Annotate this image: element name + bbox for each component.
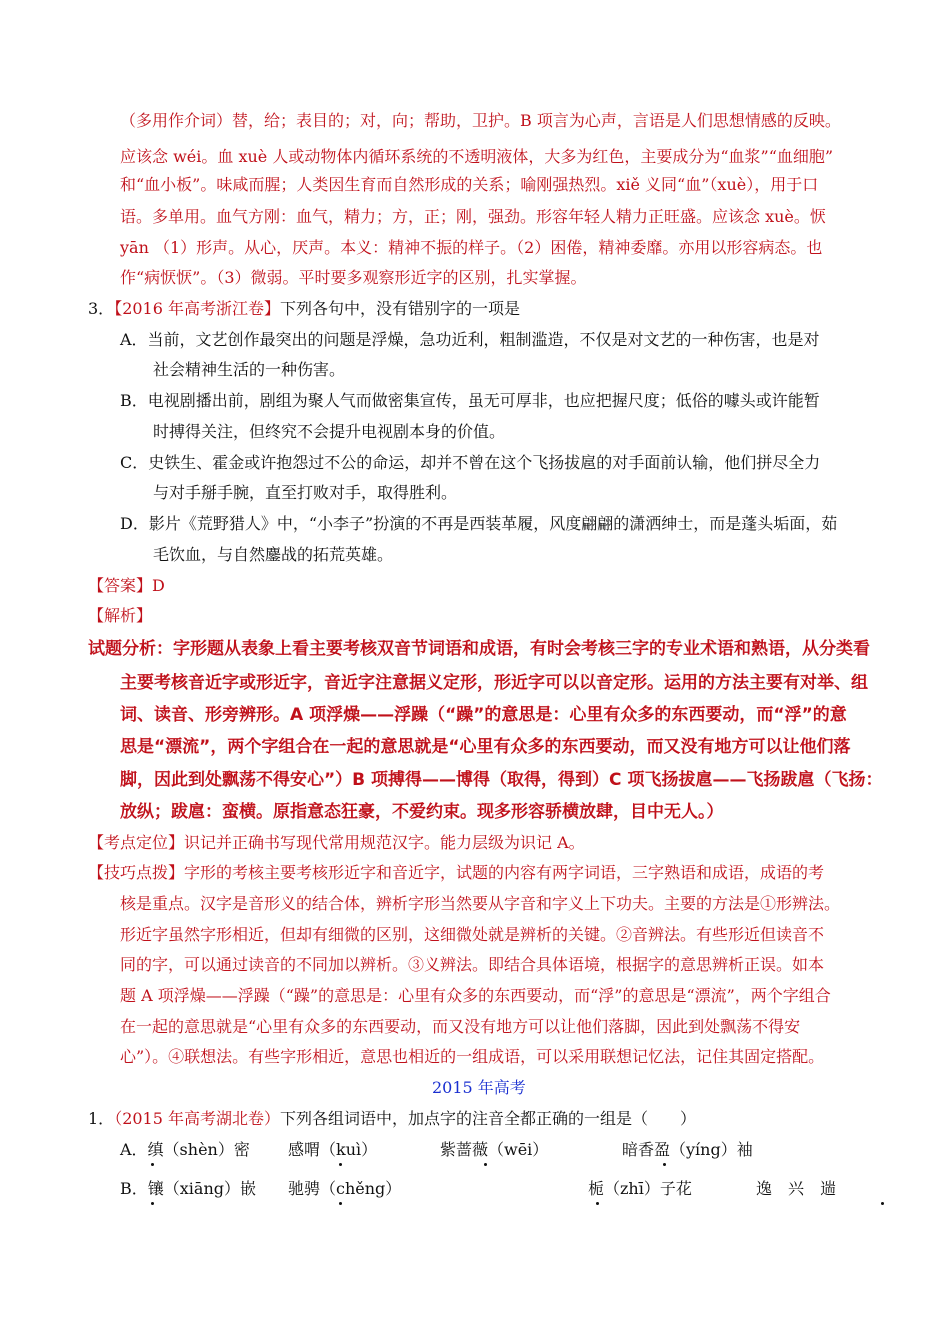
- option-d-line-2: 毛饮血，与自然鏖战的拓荒英雄。: [153, 545, 394, 564]
- explanation-line-1: （多用作介词）替，给；表目的；对，向；帮助，卫护。B 项言为心声，言语是人们思想情感的反映。: [120, 111, 841, 130]
- emphasis-dot: [663, 1163, 666, 1166]
- option-a1-text: A．缜（shèn）密: [120, 1140, 250, 1159]
- question-1-number: 1．: [88, 1109, 115, 1128]
- option-a-line-1: A．当前，文艺创作最突出的问题是浮燥，急功近利，粗制滥造，不仅是对文艺的一种伤害，也是对: [120, 330, 820, 349]
- jiqiao-line-4: 同的字，可以通过读音的不同加以辨析。③义辨法。即结合具体语境，根据字的意思辨析正误。如本: [120, 955, 825, 974]
- option-row-a-item-4: 暗香盈（yíng）袖: [622, 1140, 753, 1159]
- question-source: 【2016 年高考浙江卷】: [114, 299, 280, 318]
- question-1-source: （2015 年高考湖北卷）: [114, 1109, 280, 1128]
- jiqiao-line-5: 题 A 项浮燥——浮躁（“躁”的意思是：心里有众多的东西要动，而“浮”的意思是“漂流”，两个字组合: [120, 986, 831, 1005]
- explanation-line-4: 语。多单用。血气方刚：血气，精力；方，正；刚，强劲。形容年轻人精力正旺盛。应该念 xuè。恹: [120, 207, 826, 226]
- question-1-header: [88, 1108, 696, 1130]
- jiqiao-row: [88, 862, 824, 884]
- kaodian-text: 识记并正确书写现代常用规范汉字。能力层级为识记 A。: [184, 833, 585, 852]
- jiqiao-line-2: 核是重点。汉字是音形义的结合体，辨析字形当然要从字音和字义上下功夫。主要的方法是①形辨法。: [120, 894, 841, 913]
- answer-value: D: [152, 576, 165, 595]
- analysis-line-3: 词、读音、形旁辨形。A 项浮燥——浮躁（“躁”的意思是：心里有众多的东西要动，而“浮”的意: [120, 705, 847, 725]
- emphasis-dot: [596, 1202, 599, 1205]
- jiqiao-line-7: 心”）。④联想法。有些字形相近，意思也相近的一组成语，可以采用联想记忆法，记住其固定搭配。: [120, 1047, 825, 1066]
- analysis-label: 【解析】: [88, 606, 153, 625]
- option-a-line-2: 社会精神生活的一种伤害。: [153, 360, 346, 379]
- question-3-header: [88, 298, 520, 320]
- emphasis-dot: [339, 1202, 342, 1205]
- kaodian-row: [88, 832, 585, 854]
- jiqiao-line-3: 形近字虽然字形相近，但却有细微的区别，这细微处就是辨析的关键。②音辨法。有些形近但读音不: [120, 925, 825, 944]
- answer-row: [88, 575, 165, 597]
- question-number: 3．: [88, 299, 115, 318]
- emphasis-dot: [484, 1163, 487, 1166]
- emphasis-dot: [881, 1202, 884, 1205]
- option-c-line-2: 与对手掰手腕，直至打败对手，取得胜利。: [153, 483, 458, 502]
- kaodian-label: 【考点定位】: [88, 833, 185, 852]
- option-row-a-item-1: [120, 1139, 250, 1161]
- option-row-a-item-2: 感喟（kuì）: [288, 1140, 378, 1159]
- jiqiao-line-6: 在一起的意思就是“心里有众多的东西要动，而又没有地方可以让他们落脚，因此到处飘荡不得安: [120, 1017, 801, 1036]
- explanation-line-5: yān （1）形声。从心，厌声。本义：精神不振的样子。（2）困倦，精神委靡。亦用以形容病态。也: [120, 238, 823, 257]
- option-d-line-1: D．影片《荒野猎人》中，“小李子”扮演的不再是西装革履，风度翩翩的潇洒绅士，而是蓬头垢面，茹: [120, 514, 838, 533]
- jiqiao-label: 【技巧点拨】: [88, 863, 185, 882]
- option-row-b-item-1: B．镶（xiāng）嵌: [120, 1179, 256, 1198]
- question-stem: 下列各句中，没有错别字的一项是: [280, 299, 521, 318]
- analysis-line-1: 试题分析：字形题从表象上看主要考核双音节词语和成语，有时会考核三字的专业术语和熟语，从分类看: [88, 639, 870, 659]
- answer-label: 【答案】: [88, 576, 153, 595]
- explanation-line-2: 应该念 wéi。血 xuè 人或动物体内循环系统的不透明液体，大多为红色，主要成分为“血浆”“血细胞”: [120, 147, 834, 166]
- option-b-line-1: B．电视剧播出前，剧组为聚人气而做密集宣传，虽无可厚非，也应把握尺度；低俗的噱头或许能暂: [120, 391, 820, 410]
- emphasis-dot: [151, 1202, 154, 1205]
- question-1-stem: 下列各组词语中，加点字的注音全都正确的一组是（ ）: [280, 1109, 697, 1128]
- option-row-b-item-2: 驰骋（chěng）: [288, 1179, 402, 1198]
- option-b-line-2: 时搏得关注，但终究不会提升电视剧本身的价值。: [153, 422, 506, 441]
- analysis-line-4: 思是“漂流”，两个字组合在一起的意思就是“心里有众多的东西要动，而又没有地方可以让他们落: [120, 737, 851, 757]
- emphasis-dot: [151, 1163, 154, 1166]
- analysis-line-6: 放纵；跋扈：蛮横。原指意态狂豪，不爱约束。现多形容骄横放肆，目中无人。）: [120, 802, 724, 822]
- jiqiao-first-line: 字形的考核主要考核形近字和音近字，试题的内容有两字词语，三字熟语和成语，成语的考: [184, 863, 825, 882]
- section-heading-2015: 2015 年高考: [432, 1078, 526, 1097]
- analysis-line-5: 脚，因此到处飘荡不得安心”）B 项搏得——博得（取得，得到）C 项飞扬拔扈——飞扬跋扈（飞扬：: [120, 770, 883, 790]
- option-row-b-item-3: 栀（zhī）子花: [588, 1179, 692, 1198]
- option-row-b-item-4: 逸 兴 遄: [756, 1179, 837, 1198]
- analysis-line-2: 主要考核音近字或形近字，音近字注意据义定形，形近字可以以音定形。运用的方法主要有对举、组: [120, 673, 868, 693]
- emphasis-dot: [339, 1163, 342, 1166]
- explanation-line-6: 作“病恹恹”。（3）微弱。平时要多观察形近字的区别，扎实掌握。: [120, 268, 587, 287]
- option-c-line-1: C．史铁生、霍金或许抱怨过不公的命运，却并不曾在这个飞扬拔扈的对手面前认输，他们拼尽全力: [120, 453, 821, 472]
- explanation-line-3: 和“血小板”。味咸而腥；人类因生育而自然形成的关系；喻刚强热烈。xiě 义同“血”（xuè），用于口: [120, 175, 819, 194]
- option-row-a-item-3: 紫蔷薇（wēi）: [440, 1140, 549, 1159]
